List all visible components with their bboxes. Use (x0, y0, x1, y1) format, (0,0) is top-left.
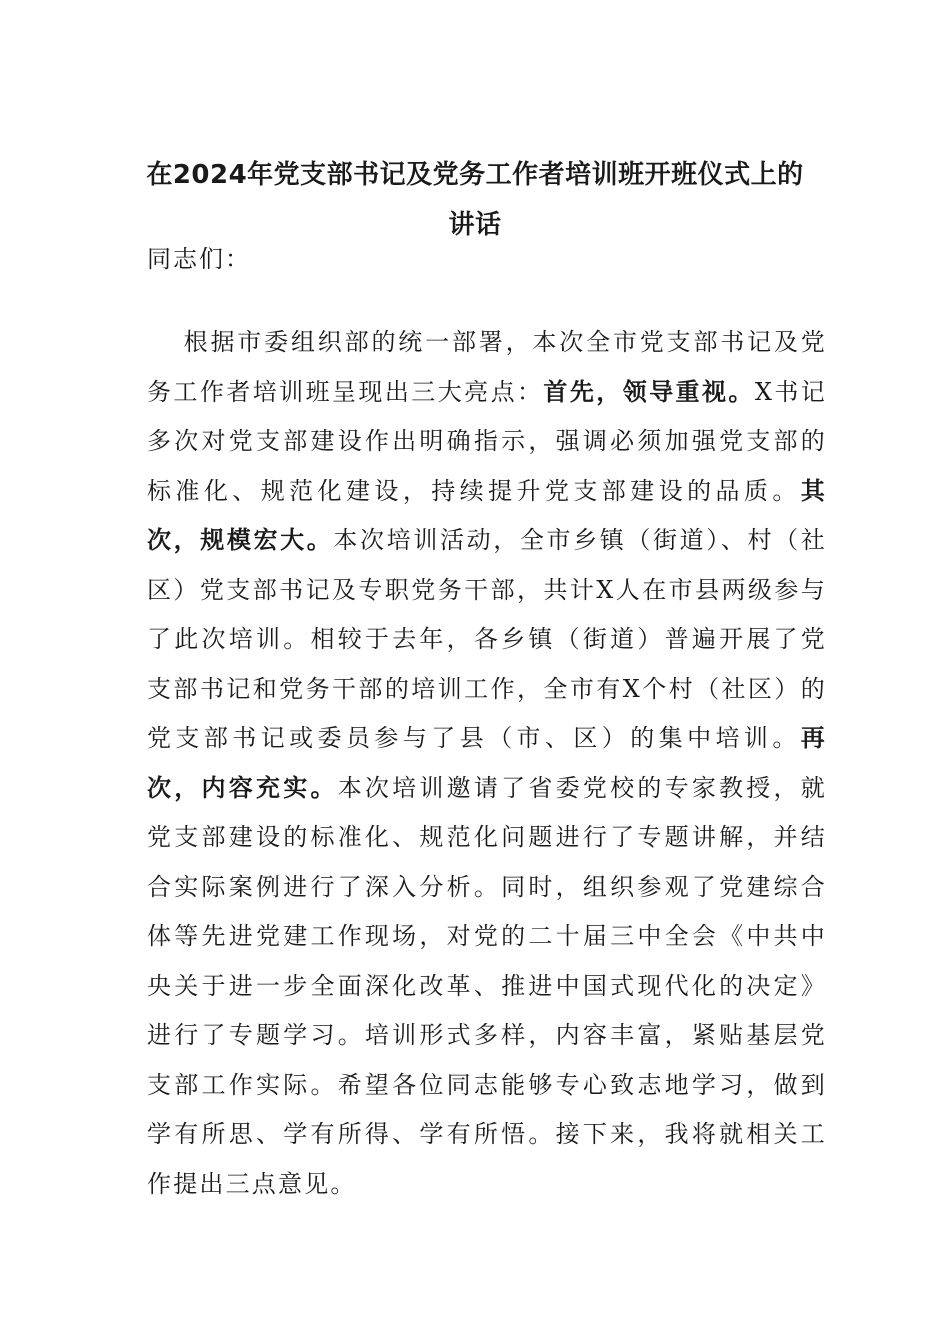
highlight-content: 再次，内容充实。 (147, 724, 827, 802)
sentence-content: 本次培训邀请了省委党校的专家教授，就党支部建设的标准化、规范化问题进行了专题讲解，并结合实际案例进行了深入分析。同时，组织参观了党建综合体等先进党建工作现场，对党的二十届三中全会《中共中央关于进一步全面深化改革、推进中国式现代化的决定》进行了专题学习。培训形式多样，内容丰富，紧贴基层党支部工作实际。希望各位同志能够专心致志地学习，做到学有所思、学有所得、学有所悟。接下来，我将就相关工作提出三点意见。 (147, 773, 827, 1198)
highlight-leadership: 首先，领导重视。 (543, 377, 755, 406)
highlight-scale: 其次，规模宏大。 (147, 476, 827, 554)
sentence-intro: 根据市委组织部的统一部署，本次全市党支部书记及党务工作者培训班呈现出三大亮点： (147, 328, 827, 406)
body-paragraph (147, 318, 827, 1209)
sentence-leadership: X书记多次对党支部建设作出明确指示，强调必须加强党支部的标准化、规范化建设，持续提升党支部建设的品质。 (147, 377, 828, 505)
sentence-scale: 本次培训活动，全市乡镇（街道）、村（社区）党支部书记及专职党务干部，共计X人在市县两级参与了此次培训。相较于去年，各乡镇（街道）普遍开展了党支部书记和党务干部的培训工作，全市有X个村（社区）的党支部书记或委员参与了县（市、区）的集中培训。 (147, 526, 827, 752)
document-title: 在2024年党支部书记及党务工作者培训班开班仪式上的讲话 (146, 160, 804, 240)
greeting: 同志们： (147, 245, 251, 273)
